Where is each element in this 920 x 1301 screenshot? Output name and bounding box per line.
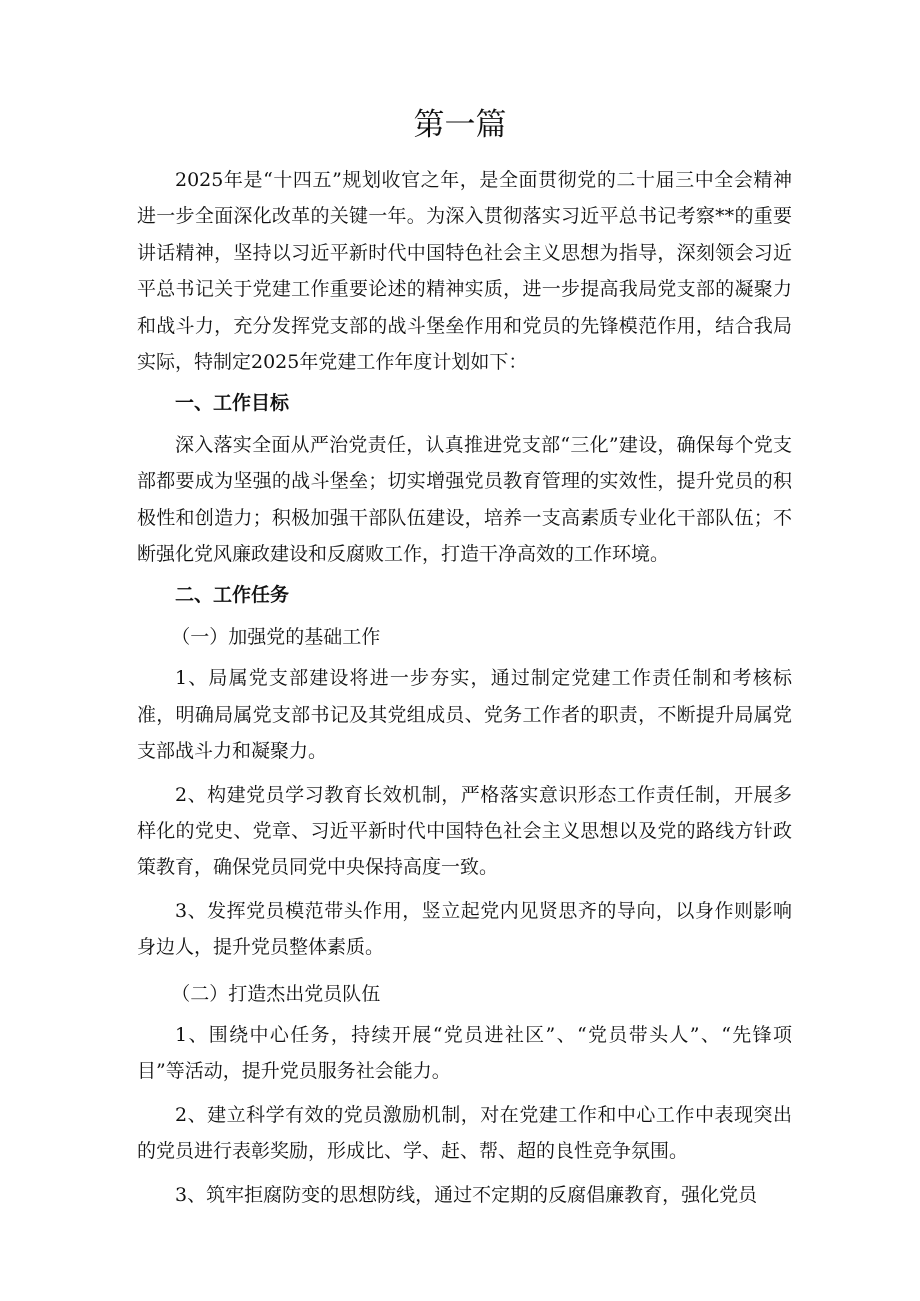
subsection-heading-basic-work: （一）加强党的基础工作 [171,625,381,648]
intro-paragraph: 2025年是“十四五”规划收官之年，是全面贯彻党的二十届三中全会精神进一步全面深化改革的关键一年。为深入贯彻落实习近平总书记考察**的重要讲话精神，坚持以习近平新时代中国特色社会主义思想为指导，深刻领会习近平总书记关于党建工作重要论述的精神实质，进一步提高我局党支部的凝聚力和战斗力，充分发挥党支部的战斗堡垒作用和党员的先锋模范作用，结合我局实际，特制定2025年党建工作年度计划如下： [137,169,792,374]
list-item: 3、筑牢拒腐防变的思想防线，通过不定期的反腐倡廉教育，强化党员 [175,1183,758,1206]
document-title: 第一篇 [413,107,507,143]
section-heading-goals: 一、工作目标 [175,392,290,415]
goals-paragraph: 深入落实全面从严治党责任，认真推进党支部“三化”建设，确保每个党支部都要成为坚强的战斗堡垒；切实增强党员教育管理的实效性，提升党员的积极性和创造力；积极加强干部队伍建设，培养一支高素质专业化干部队伍；不断强化党风廉政建设和反腐败工作，打造干净高效的工作环境。 [137,433,792,566]
subsection-heading-members: （二）打造杰出党员队伍 [171,982,381,1005]
list-item: 3、发挥党员模范带头作用，竖立起党内见贤思齐的导向，以身作则影响身边人，提升党员整体素质。 [137,899,792,959]
document-body [137,162,792,1213]
list-item: 2、建立科学有效的党员激励机制，对在党建工作和中心工作中表现突出的党员进行表彰奖励，形成比、学、赶、帮、超的良性竞争氛围。 [137,1103,792,1163]
list-item: 1、围绕中心任务，持续开展“党员进社区”、“党员带头人”、“先锋项目”等活动，提升党员服务社会能力。 [137,1023,792,1083]
list-item: 2、构建党员学习教育长效机制，严格落实意识形态工作责任制，开展多样化的党史、党章、习近平新时代中国特色社会主义思想以及党的路线方针政策教育，确保党员同党中央保持高度一致。 [137,783,792,879]
list-item: 1、局属党支部建设将进一步夯实，通过制定党建工作责任制和考核标准，明确局属党支部书记及其党组成员、党务工作者的职责，不断提升局属党支部战斗力和凝聚力。 [137,667,792,763]
section-heading-tasks: 二、工作任务 [175,584,290,607]
